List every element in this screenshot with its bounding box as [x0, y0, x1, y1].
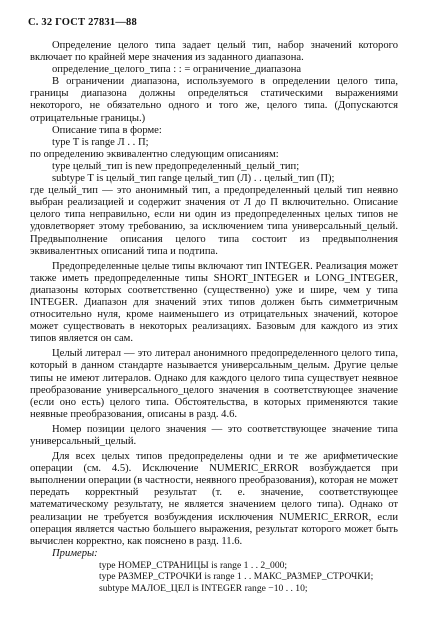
paragraph-type-form-intro: Описание типа в форме: — [52, 124, 162, 136]
example-line: type РАЗМЕР_СТРОЧКИ is range 1 . . МАКС_РАЗМЕР_СТРОЧКИ; — [99, 571, 374, 583]
paragraph-arithmetic-operations: Для всех целых типов предопределены одни и те же арифметические операции (см. 4.5). Исключение NUMERIC_ERROR возбуждается при выполнении операции (в частности, неявного преобразования), которая не может передать корректный результат (т. е. значение, соответствующее математическому результату, не является значением целого типа). Однако от реализации не требуется возбуждения исключения NUMERIC_ERROR, если операция является частью большего выражения, результат которого может быть вычислен корректно, как пояснено в разд. 11.6. — [30, 451, 398, 547]
page-header: С. 32 ГОСТ 27831—88 — [28, 17, 137, 28]
paragraph-equivalence-intro: по определению эквивалентно следующим описаниям: — [30, 148, 279, 160]
paragraph-integer-type-definition: Определение целого типа задает целый тип, набор значений которого включает по крайней мере значения из заданного диапазона. — [30, 40, 398, 64]
page-body — [30, 40, 398, 594]
example-line: subtype МАЛОЕ_ЦЕЛ is INTEGER range −10 . . 10; — [99, 582, 308, 594]
code-type-declaration: type T is range Л . . П; — [52, 136, 149, 148]
code-subtype: subtype T is целый_тип range целый_тип (Л) . . целый_тип (П); — [52, 173, 335, 185]
paragraph-position-number: Номер позиции целого значения — это соответствующее значение типа универсальный_целый. — [30, 423, 398, 447]
example-line: type НОМЕР_СТРАНИЦЫ is range 1 . . 2_000; — [99, 559, 288, 571]
paragraph-predefined-types: Предопределенные целые типы включают тип INTEGER. Реализация может также иметь предопределенные типы SHORT_INTEGER и LONG_INTEGER, диапазоны которых соответственно (существенно) уже и шире, чем у типа INTEGER. Диапазон для значений этих типов должен быть симметричным относительно нуля, кроме наименьшего из отрицательных значений, которое может существовать в некоторых реализациях. Базовым для каждого из этих типов является он сам. — [30, 260, 398, 345]
syntax-rule: определение_целого_типа : : = ограничение_диапазона — [52, 64, 302, 76]
paragraph-integer-literal: Целый литерал — это литерал анонимного предопределенного целого типа, который в данном стандарте называется универсальным_целым. Другие целые типы не имеют литералов. Однако для каждого целого типа существует неявное преобразование универсального_целого значения в соответствующее значение (если оно есть) целого типа. Обстоятельства, в которых применяются такие неявные преобразования, описаны в разд. 4.6. — [30, 348, 398, 420]
paragraph-anonymous-type: где целый_тип — это анонимный тип, а предопределенный целый тип неявно выбран реализацией и содержит значения от Л до П включительно. Описание целого типа неправильно, если ни один из предопределенных целых типов не удовлетворяет этому требованию, за исключением типа универсальный_целый. Предвыполнение описания целого типа состоит из предвыполнения эквивалентных описаний типа и подтипа. — [30, 185, 398, 257]
paragraph-range-constraint: В ограничении диапазона, используемого в определении целого типа, границы диапазона должны определяться статическими выражениями некоторого, не обязательно одного и того же, целого типа. (Допускаются отрицательные границы.) — [30, 76, 398, 124]
examples-title: Примеры: — [52, 547, 98, 559]
code-type-new: type целый_тип is new предопределенный_целый_тип; — [52, 160, 300, 172]
